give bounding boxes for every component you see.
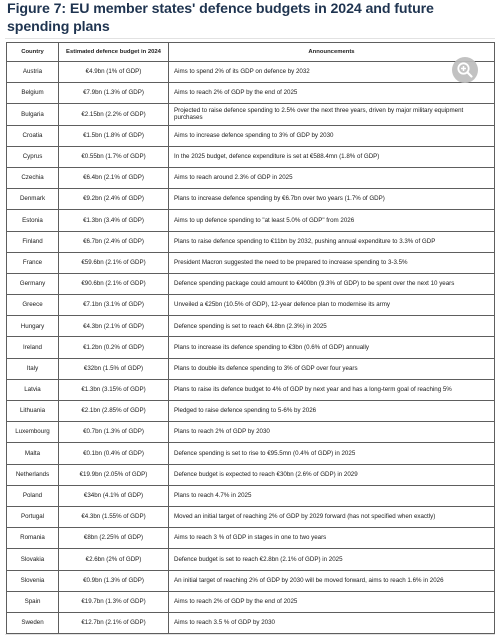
table-row	[7, 591, 495, 612]
country-cell: Belgium	[7, 83, 59, 104]
country-cell: Luxembourg	[7, 422, 59, 443]
announcement-cell: Defence spending is set to rise to €95.5mn (0.4% of GDP) in 2025	[169, 443, 495, 464]
budget-cell: €19.7bn (1.3% of GDP)	[59, 591, 169, 612]
header-announcements: Announcements	[169, 43, 495, 62]
announcement-cell: Aims to spend 2% of its GDP on defence by 2032	[169, 62, 495, 83]
table-row	[7, 83, 495, 104]
budget-cell: €9.2bn (2.4% of GDP)	[59, 189, 169, 210]
table-row	[7, 231, 495, 252]
country-cell: Spain	[7, 591, 59, 612]
header-budget: Estimated defence budget in 2024	[59, 43, 169, 62]
country-cell: Croatia	[7, 125, 59, 146]
announcement-cell: Defence budget is expected to reach €30bn (2.6% of GDP) in 2029	[169, 464, 495, 485]
budget-cell: €12.7bn (2.1% of GDP)	[59, 612, 169, 633]
budget-cell: €90.6bn (2.1% of GDP)	[59, 273, 169, 294]
announcement-cell: Plans to increase its defence spending to €3bn (0.6% of GDP) annually	[169, 337, 495, 358]
announcement-cell: Plans to reach 2% of GDP by 2030	[169, 422, 495, 443]
budget-cell: €0.9bn (1.3% of GDP)	[59, 570, 169, 591]
table-row	[7, 125, 495, 146]
budget-cell: €6.4bn (2.1% of GDP)	[59, 167, 169, 188]
country-cell: Bulgaria	[7, 104, 59, 125]
zoom-button[interactable]	[452, 57, 478, 83]
country-cell: Netherlands	[7, 464, 59, 485]
country-cell: Denmark	[7, 189, 59, 210]
budget-cell: €0.7bn (1.3% of GDP)	[59, 422, 169, 443]
table-row	[7, 62, 495, 83]
country-cell: Portugal	[7, 506, 59, 527]
announcement-cell: Plans to increase defence spending by €6.7bn over two years (1.7% of GDP)	[169, 189, 495, 210]
figure-title: Figure 7: EU member states' defence budgets in 2024 and future spending plans	[7, 1, 434, 35]
country-cell: Austria	[7, 62, 59, 83]
country-cell: Germany	[7, 273, 59, 294]
announcement-cell: Unveiled a €25bn (10.5% of GDP), 12-year defence plan to modernise its army	[169, 295, 495, 316]
country-cell: Slovakia	[7, 549, 59, 570]
budget-cell: €32bn (1.5% of GDP)	[59, 358, 169, 379]
budget-cell: €2.6bn (2% of GDP)	[59, 549, 169, 570]
announcement-cell: Defence budget is set to reach €2.8bn (2.1% of GDP) in 2025	[169, 549, 495, 570]
budget-cell: €1.3bn (3.15% of GDP)	[59, 379, 169, 400]
country-cell: Ireland	[7, 337, 59, 358]
announcement-cell: Aims to reach 2% of GDP by the end of 2025	[169, 591, 495, 612]
table-row	[7, 295, 495, 316]
country-cell: Poland	[7, 485, 59, 506]
zoom-in-icon	[452, 57, 478, 83]
country-cell: France	[7, 252, 59, 273]
announcement-cell: Projected to raise defence spending to 2.5% over the next three years, driven by major military equipment purchases	[169, 104, 495, 125]
table-row	[7, 528, 495, 549]
table-row	[7, 167, 495, 188]
announcement-cell: Plans to reach 4.7% in 2025	[169, 485, 495, 506]
defence-budget-table	[6, 42, 495, 634]
budget-cell: €1.3bn (3.4% of GDP)	[59, 210, 169, 231]
table-row	[7, 316, 495, 337]
budget-cell: €4.9bn (1% of GDP)	[59, 62, 169, 83]
announcement-cell: Plans to raise its defence budget to 4% of GDP by next year and has a long-term goal of reaching 5%	[169, 379, 495, 400]
country-cell: Czechia	[7, 167, 59, 188]
announcement-cell: Aims to reach 3.5 % of GDP by 2030	[169, 612, 495, 633]
table-row	[7, 379, 495, 400]
table-row	[7, 146, 495, 167]
country-cell: Sweden	[7, 612, 59, 633]
announcement-cell: Aims to reach around 2.3% of GDP in 2025	[169, 167, 495, 188]
country-cell: Estonia	[7, 210, 59, 231]
budget-cell: €0.55bn (1.7% of GDP)	[59, 146, 169, 167]
budget-cell: €1.2bn (0.2% of GDP)	[59, 337, 169, 358]
budget-cell: €59.6bn (2.1% of GDP)	[59, 252, 169, 273]
announcement-cell: Moved an initial target of reaching 2% of GDP by 2029 forward (has not specified when exactly)	[169, 506, 495, 527]
announcement-cell: Pledged to raise defence spending to 5-6% by 2026	[169, 401, 495, 422]
table-header-row	[7, 43, 495, 62]
country-cell: Slovenia	[7, 570, 59, 591]
announcement-cell: Plans to double its defence spending to 3% of GDP over four years	[169, 358, 495, 379]
table-row	[7, 401, 495, 422]
budget-cell: €7.1bn (3.1% of GDP)	[59, 295, 169, 316]
title-divider	[5, 38, 495, 39]
table-row	[7, 464, 495, 485]
budget-cell: €6.7bn (2.4% of GDP)	[59, 231, 169, 252]
budget-cell: €2.15bn (2.2% of GDP)	[59, 104, 169, 125]
announcement-cell: President Macron suggested the need to be prepared to increase spending to 3-3.5%	[169, 252, 495, 273]
announcement-cell: Plans to raise defence spending to €11bn by 2032, pushing annual expenditure to 3.3% of GDP	[169, 231, 495, 252]
budget-cell: €0.1bn (0.4% of GDP)	[59, 443, 169, 464]
budget-cell: €4.3bn (2.1% of GDP)	[59, 316, 169, 337]
announcement-cell: Aims to increase defence spending to 3% of GDP by 2030	[169, 125, 495, 146]
budget-cell: €34bn (4.1% of GDP)	[59, 485, 169, 506]
table-row	[7, 612, 495, 633]
announcement-cell: Defence spending is set to reach €4.8bn (2.3%) in 2025	[169, 316, 495, 337]
table-row	[7, 104, 495, 125]
budget-cell: €2.1bn (2.85% of GDP)	[59, 401, 169, 422]
country-cell: Italy	[7, 358, 59, 379]
table-row	[7, 252, 495, 273]
announcement-cell: An initial target of reaching 2% of GDP by 2030 will be moved forward, aims to reach 1.6% in 2026	[169, 570, 495, 591]
country-cell: Greece	[7, 295, 59, 316]
announcement-cell: Aims to reach 3 % of GDP in stages in one to two years	[169, 528, 495, 549]
country-cell: Cyprus	[7, 146, 59, 167]
budget-cell: €19.9bn (2.05% of GDP)	[59, 464, 169, 485]
announcement-cell: In the 2025 budget, defence expenditure is set at €588.4mn (1.8% of GDP)	[169, 146, 495, 167]
budget-cell: €7.9bn (1.3% of GDP)	[59, 83, 169, 104]
table-row	[7, 273, 495, 294]
budget-cell: €4.3bn (1.55% of GDP)	[59, 506, 169, 527]
announcement-cell: Defence spending package could amount to €400bn (9.3% of GDP) to be spent over the next 10 years	[169, 273, 495, 294]
table-row	[7, 422, 495, 443]
announcement-cell: Aims to up defence spending to "at least 5.0% of GDP" from 2026	[169, 210, 495, 231]
bottom-divider	[5, 634, 495, 635]
table-row	[7, 506, 495, 527]
table-row	[7, 570, 495, 591]
table-row	[7, 549, 495, 570]
budget-cell: €1.5bn (1.8% of GDP)	[59, 125, 169, 146]
table-row	[7, 485, 495, 506]
country-cell: Latvia	[7, 379, 59, 400]
header-country: Country	[7, 43, 59, 62]
country-cell: Lithuania	[7, 401, 59, 422]
budget-cell: €8bn (2.25% of GDP)	[59, 528, 169, 549]
table-row	[7, 189, 495, 210]
announcement-cell: Aims to reach 2% of GDP by the end of 2025	[169, 83, 495, 104]
table-row	[7, 358, 495, 379]
table-row	[7, 337, 495, 358]
country-cell: Hungary	[7, 316, 59, 337]
country-cell: Malta	[7, 443, 59, 464]
country-cell: Romania	[7, 528, 59, 549]
table-row	[7, 210, 495, 231]
country-cell: Finland	[7, 231, 59, 252]
table-row	[7, 443, 495, 464]
